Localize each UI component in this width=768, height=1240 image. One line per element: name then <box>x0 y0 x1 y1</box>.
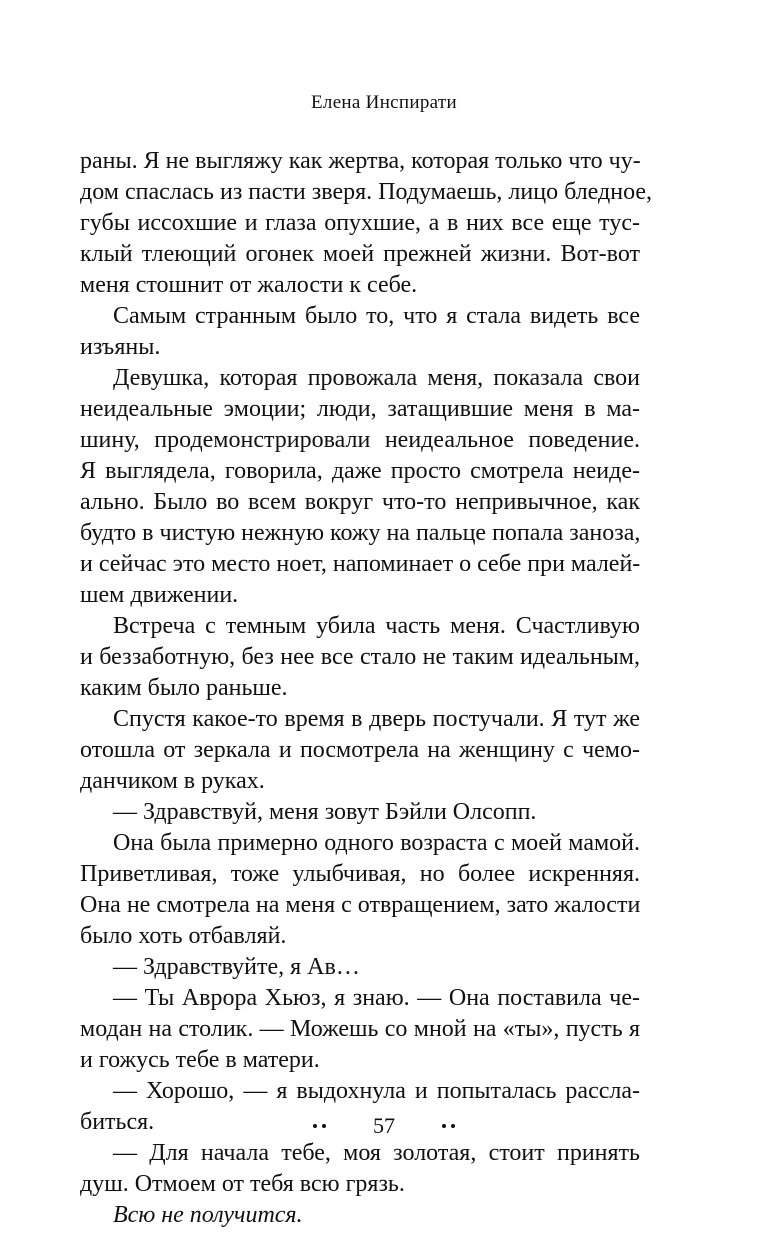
page-body-text <box>80 146 653 1231</box>
text-line: шину, продемонстрировали неидеальное поведение. <box>80 427 640 453</box>
text-line: — Ты Аврора Хьюз, я знаю. — Она поставила че- <box>113 985 640 1011</box>
text-line: Девушка, которая провожала меня, показала свои <box>113 365 640 391</box>
text-line: и беззаботную, без нее все стало не таким идеальным, <box>80 644 640 670</box>
text-line: было хоть отбавляй. <box>80 923 287 949</box>
text-line: Она не смотрела на меня с отвращением, зато жалости <box>80 892 641 918</box>
running-header-author: Елена Инспирати <box>311 92 457 113</box>
text-line: неидеальные эмоции; люди, затащившие меня в ма- <box>80 396 640 422</box>
text-line: меня стошнит от жалости к себе. <box>80 272 418 298</box>
text-line: будто в чистую нежную кожу на пальце попала заноза, <box>80 520 641 546</box>
text-line: модан на столик. — Можешь со мной на «ты», пусть я <box>80 1016 640 1042</box>
moon-phases-ornament-icon <box>291 1110 355 1142</box>
page-number: 57 <box>373 1113 395 1138</box>
text-line: раны. Я не выгляжу как жертва, которая только что чу- <box>80 148 641 174</box>
text-line: губы иссохшие и глаза опухшие, а в них все еще тус- <box>80 210 640 236</box>
text-line: каким было раньше. <box>80 675 288 701</box>
text-line: Спустя какое-то время в дверь постучали. Я тут же <box>113 706 640 732</box>
text-line: шем движении. <box>80 582 239 608</box>
text-line: — Здравствуйте, я Ав… <box>113 954 360 980</box>
text-line: дом спаслась из пасти зверя. Подумаешь, лицо бледное, <box>80 179 653 205</box>
text-line: Приветливая, тоже улыбчивая, но более искренняя. <box>80 861 640 887</box>
text-line: данчиком в руках. <box>80 768 265 794</box>
text-line: Самым странным было то, что я стала видеть все <box>113 303 640 329</box>
text-line: ально. Было во всем вокруг что-то непривычное, как <box>80 489 640 515</box>
text-line: Она была примерно одного возраста с моей мамой. <box>113 830 640 856</box>
text-line: Встреча с темным убила часть меня. Счастливую <box>113 613 640 639</box>
text-line: — Для начала тебе, моя золотая, стоит принять <box>113 1140 640 1166</box>
text-line: клый тлеющий огонек моей прежней жизни. Вот-вот <box>80 241 640 267</box>
page-footer <box>0 1110 768 1142</box>
text-line: Я выглядела, говорила, даже просто смотрела неиде- <box>80 458 640 484</box>
text-line: — Хорошо, — я выдохнула и попыталась рассла- <box>113 1078 640 1104</box>
text-line: Всю не получится. <box>113 1202 303 1228</box>
text-line: душ. Отмоем от тебя всю грязь. <box>80 1171 405 1197</box>
text-line: биться. <box>80 1109 155 1135</box>
text-line: изъяны. <box>80 334 161 360</box>
text-line: и сейчас это место ноет, напоминает о себе при малей- <box>80 551 641 577</box>
text-line: — Здравствуй, меня зовут Бэйли Олсопп. <box>113 799 537 825</box>
text-line: отошла от зеркала и посмотрела на женщину с чемо- <box>80 737 640 763</box>
text-line: и гожусь тебе в матери. <box>80 1047 320 1073</box>
moon-phases-ornament-icon <box>413 1110 477 1142</box>
